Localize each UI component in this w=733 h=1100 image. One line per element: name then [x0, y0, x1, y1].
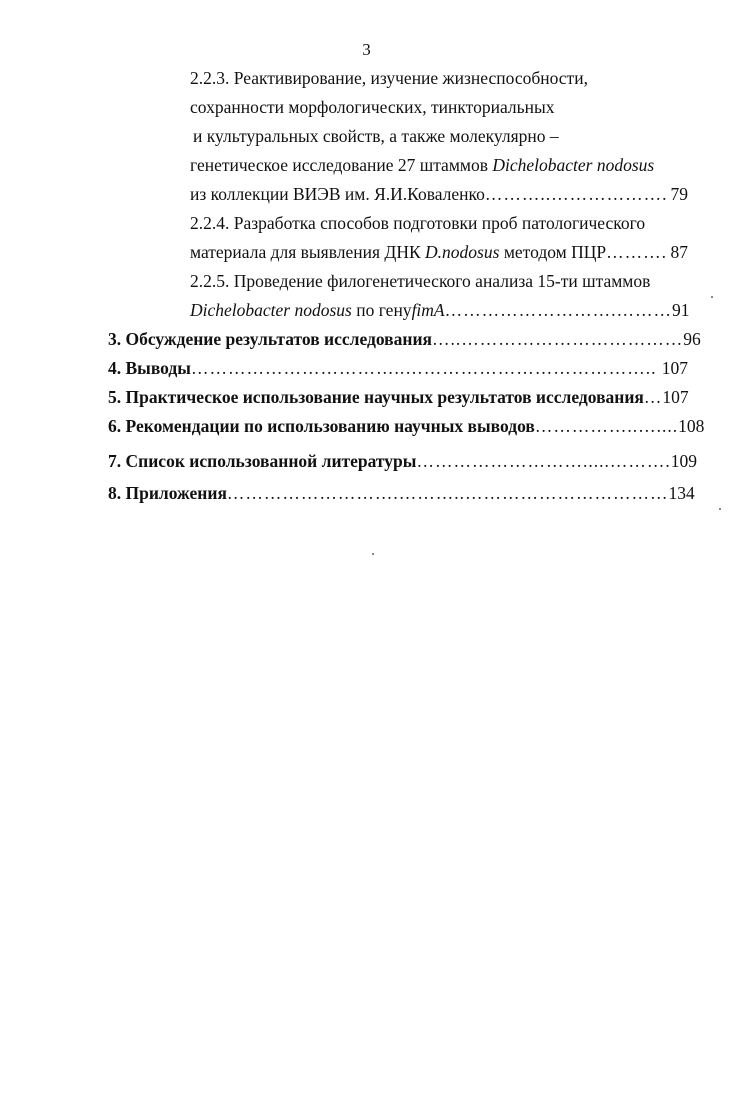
- toc-entry-2-2-5-gene: fimA: [411, 300, 445, 320]
- toc-entry-2-2-3-line-4: [190, 153, 654, 177]
- toc-entry-2-2-3-line-4-text: генетическое исследование 27 штаммов: [190, 155, 493, 175]
- toc-section-8-label: 8. Приложения: [108, 483, 227, 503]
- toc-section-6-label: 6. Рекомендации по использованию научных выводов: [108, 416, 535, 436]
- toc-section-7: [108, 449, 697, 473]
- toc-leader-dots: ……………..…....: [534, 416, 679, 436]
- toc-section-7-label: 7. Список использованной литературы: [108, 451, 417, 471]
- toc-entry-2-2-5-line-2: [190, 298, 688, 322]
- toc-entry-2-2-3-line-2: сохранности морфологических, тинкториальных: [190, 97, 555, 117]
- toc-page-ref: 107: [661, 358, 688, 378]
- toc-section-8: [108, 481, 695, 505]
- toc-page-ref: 134: [668, 483, 695, 503]
- toc-entry-2-2-4-line-2-text: материала для выявления ДНК: [190, 242, 421, 262]
- toc-section-6: [108, 414, 705, 438]
- toc-entry-2-2-3-line-5: [190, 182, 688, 206]
- toc-section-4: [108, 356, 688, 380]
- toc-section-4-label: 4. Выводы: [108, 358, 191, 378]
- toc-entry-2-2-5-line-1: 2.2.5. Проведение филогенетического анализа 15-ти штаммов: [190, 271, 651, 291]
- toc-entry-2-2-3-line-5-text: из коллекции ВИЭВ им. Я.И.Коваленко: [190, 184, 485, 204]
- toc-page-ref: 91: [672, 300, 690, 320]
- toc-section-5-label: 5. Практическое использование научных результатов исследования: [108, 387, 644, 407]
- scan-speck: [711, 296, 713, 298]
- toc-page-ref: 79: [670, 184, 688, 204]
- toc-page-ref: 109: [670, 451, 697, 471]
- toc-leader-dots: ……………………………..…………………………………..: [190, 358, 657, 378]
- toc-entry-2-2-4-method: методом ПЦР: [503, 242, 607, 262]
- scan-speck: [719, 508, 721, 510]
- toc-page-ref: 108: [678, 416, 705, 436]
- toc-entry-2-2-3-species: Dichelobacter nodosus: [492, 155, 655, 175]
- toc-entry-2-2-5-species: Dichelobacter nodosus: [190, 300, 352, 320]
- toc-leader-dots: ……………………….………..……………………………: [226, 483, 669, 503]
- toc-leader-dots: ……………………….....……….: [416, 451, 671, 471]
- toc-section-5: [108, 385, 688, 409]
- toc-entry-2-2-4-species: D.nodosus: [425, 242, 500, 262]
- toc-leader-dots: ……………………….………: [444, 300, 672, 320]
- toc-page-ref: 96: [683, 329, 701, 349]
- toc-entry-2-2-4-line-1: 2.2.4. Разработка способов подготовки проб патологического: [190, 213, 646, 233]
- toc-page-ref: 107: [662, 387, 689, 407]
- toc-entry-2-2-4-line-2: [190, 240, 688, 264]
- toc-entry-2-2-3-line-1: 2.2.3. Реактивирование, изучение жизнеспособности,: [190, 68, 588, 88]
- toc-section-3-label: 3. Обсуждение результатов исследования: [108, 329, 433, 349]
- toc-entry-2-2-5-mid: по гену: [356, 300, 412, 320]
- toc-leader-dots: ……….: [606, 242, 667, 262]
- toc-entry-2-2-3-line-3: и культуральных свойств, а также молекулярно –: [193, 126, 559, 146]
- toc-leader-dots: …..………………………………: [432, 329, 684, 349]
- scan-speck: [372, 553, 374, 555]
- toc-leader-dots: ………..……………….: [484, 184, 668, 204]
- page-number: 3: [362, 40, 371, 59]
- toc-page-ref: 87: [670, 242, 688, 262]
- toc-section-3: [108, 327, 701, 351]
- toc-leader-dots: …: [643, 387, 663, 407]
